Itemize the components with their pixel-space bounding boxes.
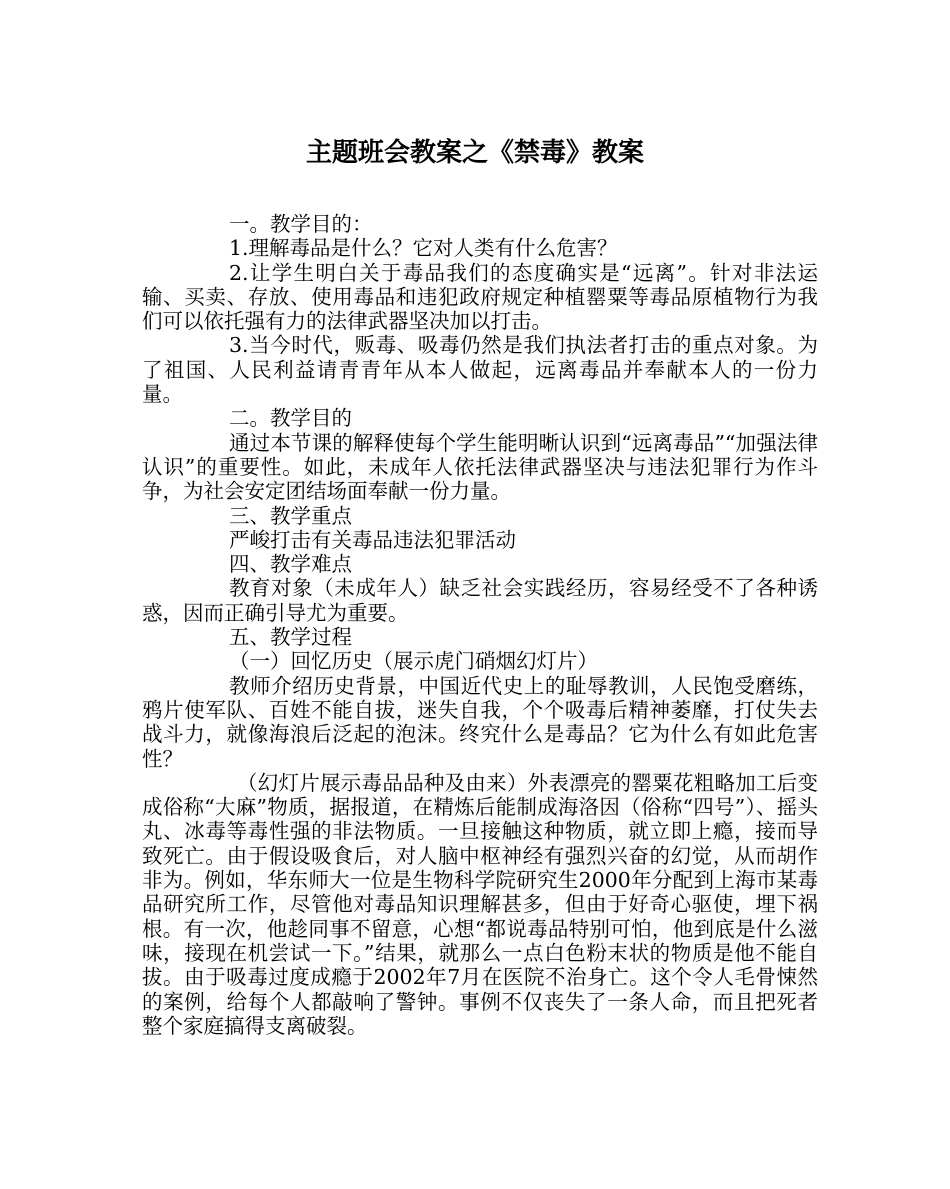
paragraph: 严峻打击有关毒品违法犯罪活动: [229, 527, 516, 552]
paragraph: 通过本节课的解释使每个学生能明晰认识到“远离毒品”“加强法律认识”的重要性。如此，未成年人依托法律武器坚决与违法犯罪行为作斗争，为社会安定团结场面奉献一份力量。: [142, 430, 818, 504]
paragraph: 3.当今时代，贩毒、吸毒仍然是我们执法者打击的重点对象。为了祖国、人民利益请青青年从本人做起，远离毒品并奉献本人的一份力量。: [142, 333, 818, 407]
document-body: [142, 212, 818, 1038]
paragraph: 一。教学目的：: [229, 212, 373, 236]
paragraph: 五、教学过程: [229, 625, 352, 650]
paragraph: （幻灯片展示毒品品种及由来）外表漂亮的罂粟花粗略加工后变成俗称“大麻”物质，据报道，在精炼后能制成海洛因（俗称“四号”）、摇头丸、冰毒等毒性强的非法物质。一旦接触这种物质，就立即上瘾，接而导致死亡。由于假设吸食后，对人脑中枢神经有强烈兴奋的幻觉，从而胡作非为。例如，华东师大一位是生物科学院研究生2000年分配到上海市某毒品研究所工作，尽管他对毒品知识理解甚多，但由于好奇心驱使，埋下祸根。有一次，他趁同事不留意，心想“都说毒品特别可怕，他到底是什么滋味，接现在机尝试一下。”结果，就那么一点白色粉末状的物质是他不能自拔。由于吸毒过度成瘾于2002年7月在医院不治身亡。这个令人毛骨悚然的案例，给每个人都敲响了警钟。事例不仅丧失了一条人命，而且把死者整个家庭搞得支离破裂。: [142, 770, 818, 1038]
paragraph: 四、教学难点: [229, 552, 352, 577]
paragraph: 教育对象（未成年人）缺乏社会实践经历，容易经受不了各种诱惑，因而正确引导尤为重要。: [142, 576, 818, 625]
paragraph: 二。教学目的: [229, 406, 352, 431]
paragraph: （一）回忆历史（展示虎门硝烟幻灯片）: [229, 649, 598, 674]
paragraph: 教师介绍历史背景，中国近代史上的耻辱教训，人民饱受磨练，鸦片使军队、百姓不能自拔，迷失自我，个个吸毒后精神萎靡，打仗失去战斗力，就像海浪后泛起的泡沫。终究什么是毒品？它为什么有如此危害性？: [142, 673, 818, 771]
paragraph: 1.理解毒品是什么？它对人类有什么危害？: [229, 236, 618, 261]
paragraph: 三、教学重点: [229, 503, 352, 528]
page-title: 主题班会教案之《禁毒》教案: [305, 138, 644, 168]
paragraph: 2.让学生明白关于毒品我们的态度确实是“远离”。针对非法运输、买卖、存放、使用毒品和违犯政府规定种植罂粟等毒品原植物行为我们可以依托强有力的法律武器坚决加以打击。: [142, 260, 818, 334]
